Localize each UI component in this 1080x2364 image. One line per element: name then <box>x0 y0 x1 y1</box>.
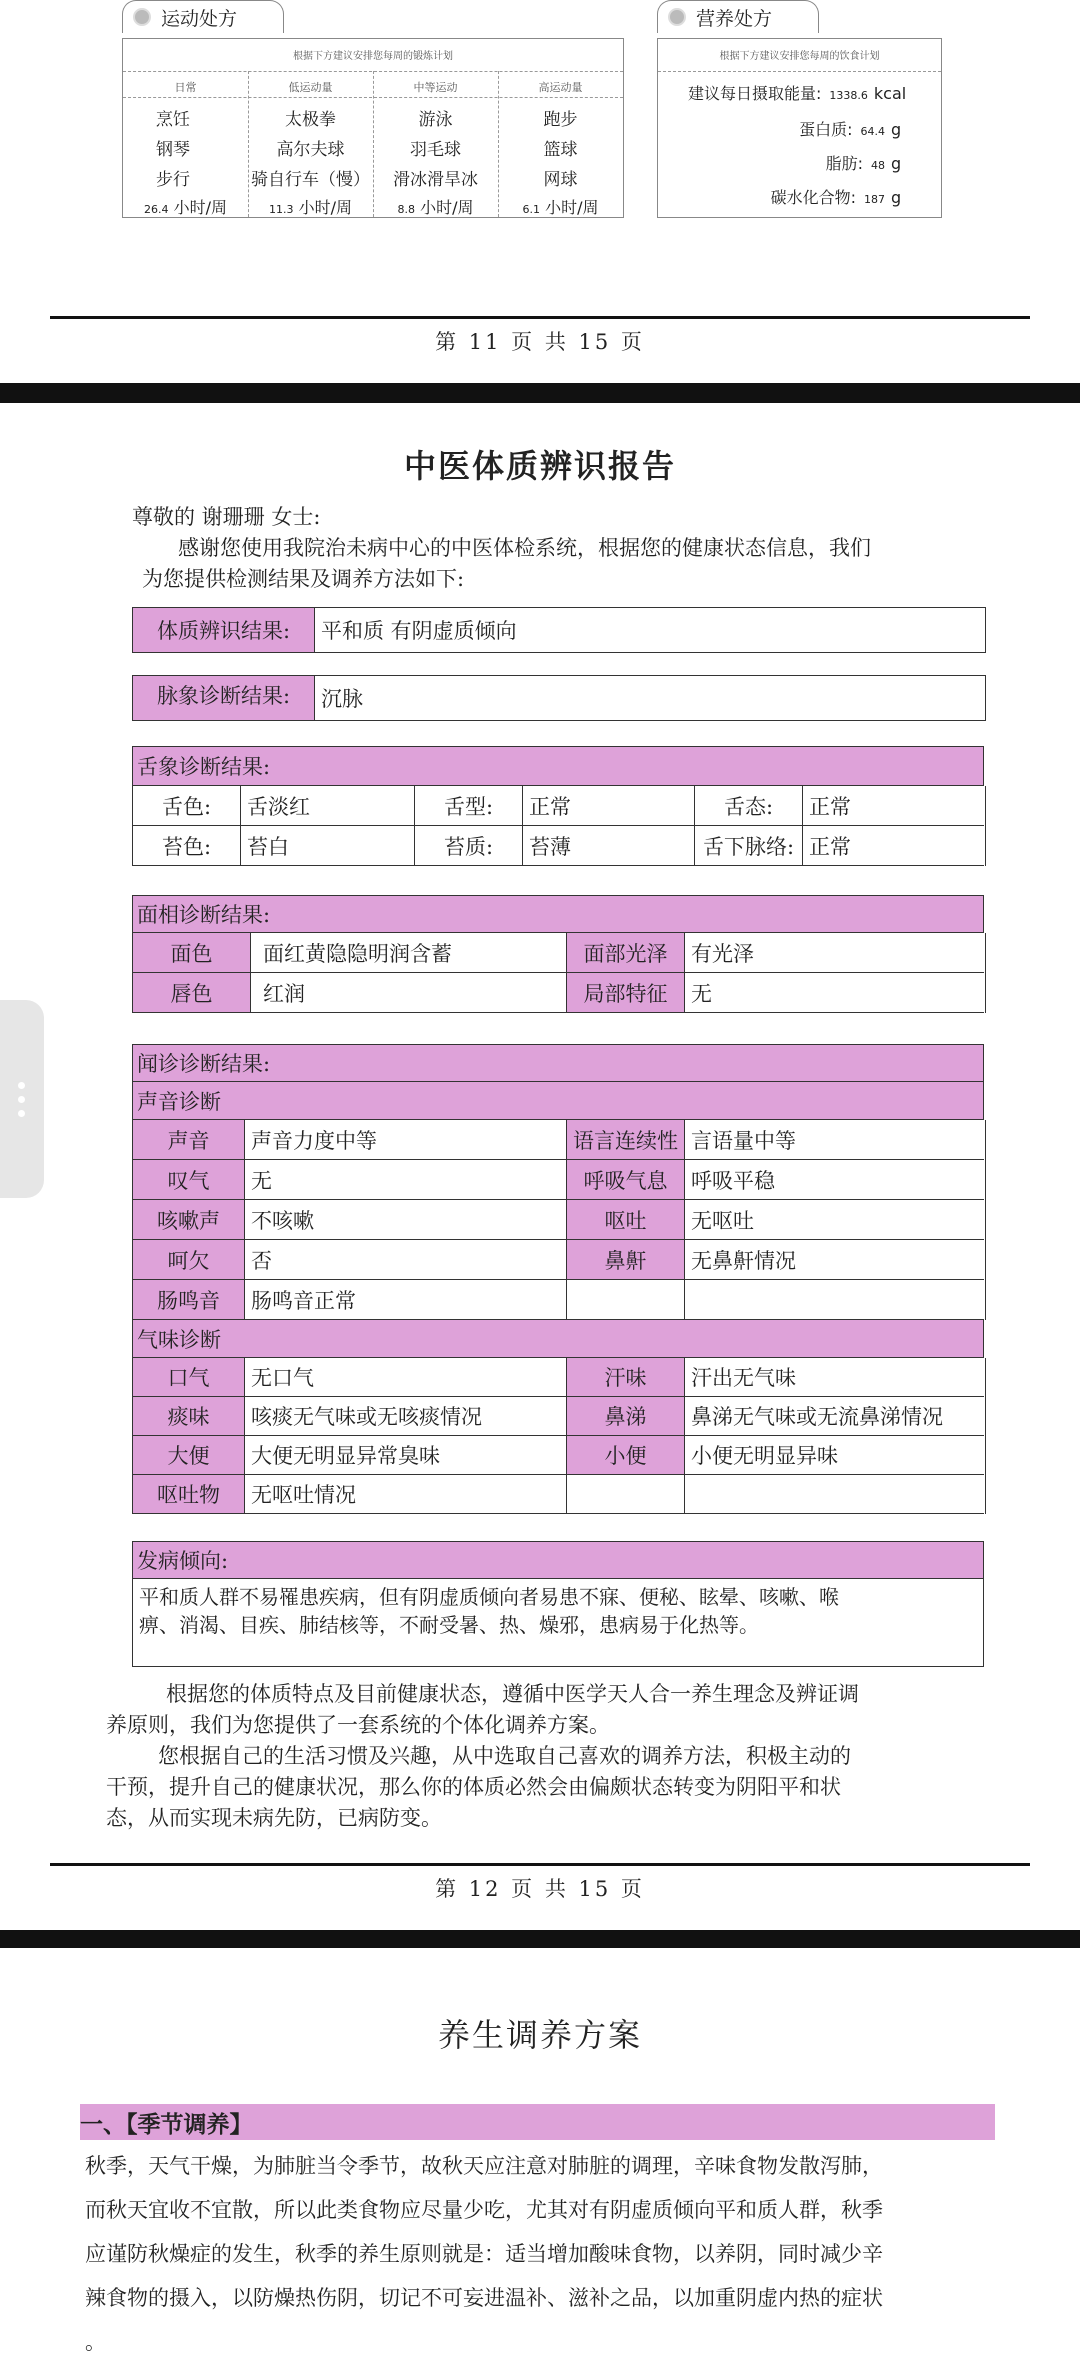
smell-key: 痰味 <box>133 1397 245 1436</box>
voice-value: 言语量中等 <box>685 1120 984 1160</box>
tongue-key: 舌型: <box>415 786 523 826</box>
exercise-header: 中等运动 <box>413 81 458 94</box>
plan-text: 。 <box>85 2330 106 2354</box>
voice-value: 不咳嗽 <box>245 1200 567 1240</box>
smell-empty <box>567 1475 685 1514</box>
plan-text: 辣食物的摄入，以防燥热伤阴，切记不可妄进温补、滋补之品，以加重阴虚内热的症状 <box>85 2286 883 2310</box>
smell-value: 无呕吐情况 <box>245 1475 567 1514</box>
exercise-header: 日常 <box>174 81 197 94</box>
voice-empty <box>685 1280 984 1320</box>
smell-key: 大便 <box>133 1436 245 1475</box>
smell-header: 气味诊断 <box>132 1320 984 1358</box>
page-13 <box>0 1948 1080 2354</box>
face-value: 红润 <box>251 973 567 1013</box>
smell-key: 呕吐物 <box>133 1475 245 1514</box>
smell-value: 咳痰无气味或无咳痰情况 <box>245 1397 567 1436</box>
tongue-value: 正常 <box>803 786 984 826</box>
tendency-text: 痹、消渴、目疾、肺结核等，不耐受暑、热、燥邪，患病易于化热等。 <box>139 1613 759 1637</box>
constitution-label: 体质辨识结果: <box>133 608 315 652</box>
exercise-hours: 6.1 小时/周 <box>522 198 599 217</box>
voice-key: 呕吐 <box>567 1200 685 1240</box>
bullet-icon <box>668 8 686 26</box>
tongue-value: 正常 <box>803 826 984 866</box>
tongue-key: 苔色: <box>133 826 241 866</box>
page-separator <box>0 383 1080 403</box>
exercise-item: 跑步 <box>543 110 578 130</box>
closing-text: 养原则，我们为您提供了一套系统的个体化调养方案。 <box>106 1713 610 1737</box>
side-drawer-handle[interactable] <box>0 1000 44 1198</box>
exercise-hours: 8.8 小时/周 <box>397 198 474 217</box>
voice-value: 无鼻鼾情况 <box>685 1240 984 1280</box>
voice-value: 肠鸣音正常 <box>245 1280 567 1320</box>
face-key: 面色 <box>133 933 251 973</box>
voice-key: 咳嗽声 <box>133 1200 245 1240</box>
smell-table <box>132 1358 986 1514</box>
nutrition-tab <box>657 0 819 33</box>
closing-text: 根据您的体质特点及目前健康状态，遵循中医学天人合一养生理念及辨证调 <box>166 1682 859 1706</box>
smell-value: 无口气 <box>245 1358 567 1397</box>
closing-text: 态，从而实现未病先防，已病防变。 <box>106 1806 442 1830</box>
exercise-hours: 11.3 小时/周 <box>269 198 352 217</box>
face-value: 无 <box>685 973 984 1013</box>
face-key: 局部特征 <box>567 973 685 1013</box>
face-value: 面红黄隐隐明润含蓄 <box>251 933 567 973</box>
exercise-hours: 26.4 小时/周 <box>144 198 227 217</box>
exercise-tab-label: 运动处方 <box>161 7 238 30</box>
tongue-key: 舌色: <box>133 786 241 826</box>
nutrient-row: 蛋白质: 64.4 g <box>799 120 902 139</box>
more-dot-icon <box>18 1110 25 1117</box>
exercise-tab <box>122 0 284 33</box>
exercise-subtitle: 根据下方建议安排您每周的锻炼计划 <box>293 51 453 62</box>
voice-key: 肠鸣音 <box>133 1280 245 1320</box>
exercise-item: 钢琴 <box>156 140 190 160</box>
intro-text: 为您提供检测结果及调养方法如下: <box>142 567 465 591</box>
voice-value: 无 <box>245 1160 567 1200</box>
smell-value: 鼻涕无气味或无流鼻涕情况 <box>685 1397 984 1436</box>
plan-text: 而秋天宜收不宜散，所以此类食物应尽量少吃，尤其对有阴虚质倾向平和质人群，秋季 <box>85 2198 883 2222</box>
page-number: 第 12 页 共 15 页 <box>435 1877 645 1901</box>
exercise-header: 高运动量 <box>538 81 583 94</box>
page-separator <box>0 1930 1080 1948</box>
constitution-result <box>132 607 986 653</box>
smell-value: 大便无明显异常臭味 <box>245 1436 567 1475</box>
tongue-value: 舌淡红 <box>241 786 415 826</box>
exercise-prescription <box>122 38 624 218</box>
exercise-item: 高尔夫球 <box>276 140 345 160</box>
tongue-key: 苔质: <box>415 826 523 866</box>
plan-text: 应谨防秋燥症的发生，秋季的养生原则就是：适当增加酸味食物，以养阴，同时减少辛 <box>85 2242 883 2266</box>
tongue-table <box>132 786 986 866</box>
voice-key: 语言连续性 <box>567 1120 685 1160</box>
intro-text: 感谢您使用我院治未病中心的中医体检系统，根据您的健康状态信息，我们 <box>178 536 871 560</box>
more-dot-icon <box>18 1082 25 1089</box>
exercise-item: 游泳 <box>418 110 453 130</box>
smell-key: 鼻涕 <box>567 1397 685 1436</box>
tendency-text: 平和质人群不易罹患疾病，但有阴虚质倾向者易患不寐、便秘、眩晕、咳嗽、喉 <box>139 1585 839 1609</box>
voice-value: 否 <box>245 1240 567 1280</box>
voice-value: 呼吸平稳 <box>685 1160 984 1200</box>
exercise-item: 骑自行车（慢） <box>251 170 370 190</box>
page-title: 中医体质辨识报告 <box>403 447 676 485</box>
face-value: 有光泽 <box>685 933 984 973</box>
exercise-header: 低运动量 <box>288 81 333 94</box>
closing-text: 您根据自己的生活习惯及兴趣，从中选取自己喜欢的调养方法，积极主动的 <box>158 1744 851 1768</box>
listen-header: 闻诊诊断结果: <box>132 1044 984 1082</box>
nutrition-subtitle: 根据下方建议安排您每周的饮食计划 <box>719 51 880 62</box>
page-number: 第 11 页 共 15 页 <box>435 330 645 354</box>
exercise-item: 烹饪 <box>156 110 190 130</box>
smell-key: 汗味 <box>567 1358 685 1397</box>
tendency-box <box>132 1579 984 1667</box>
exercise-item: 羽毛球 <box>410 140 461 160</box>
smell-value: 汗出无气味 <box>685 1358 984 1397</box>
face-key: 唇色 <box>133 973 251 1013</box>
voice-key: 呵欠 <box>133 1240 245 1280</box>
season-section-header: 一、【季节调养】 <box>80 2104 995 2140</box>
tongue-header: 舌象诊断结果: <box>132 746 984 786</box>
voice-key: 叹气 <box>133 1160 245 1200</box>
exercise-item: 滑冰滑旱冰 <box>393 170 478 190</box>
smell-key: 口气 <box>133 1358 245 1397</box>
voice-key: 声音 <box>133 1120 245 1160</box>
tongue-key: 舌下脉络: <box>695 826 803 866</box>
energy-row: 建议每日摄取能量: 1338.6 kcal <box>688 84 907 103</box>
smell-empty <box>685 1475 984 1514</box>
constitution-value: 平和质 有阴虚质倾向 <box>321 619 517 643</box>
tongue-value: 苔白 <box>241 826 415 866</box>
pulse-result <box>132 675 986 721</box>
more-dot-icon <box>18 1096 25 1103</box>
nutrition-prescription <box>657 38 942 218</box>
face-table <box>132 933 986 1013</box>
page-rule <box>50 316 1030 319</box>
exercise-item: 网球 <box>543 170 578 190</box>
page-12 <box>0 403 1080 1930</box>
smell-key: 小便 <box>567 1436 685 1475</box>
greeting: 尊敬的 谢珊珊 女士: <box>132 505 321 529</box>
exercise-item: 太极拳 <box>285 110 336 130</box>
closing-text: 干预，提升自己的健康状况，那么你的体质必然会由偏颇状态转变为阴阳平和状 <box>106 1775 841 1799</box>
pulse-value: 沉脉 <box>321 687 363 711</box>
plan-text: 秋季，天气干燥，为肺脏当令季节，故秋天应注意对肺脏的调理，辛味食物发散泻肺， <box>85 2154 883 2178</box>
tongue-key: 舌态: <box>695 786 803 826</box>
voice-key: 呼吸气息 <box>567 1160 685 1200</box>
pulse-label: 脉象诊断结果: <box>133 676 315 720</box>
page-11 <box>0 0 1080 383</box>
voice-value: 声音力度中等 <box>245 1120 567 1160</box>
page-rule <box>50 1863 1030 1866</box>
voice-header: 声音诊断 <box>132 1082 984 1120</box>
voice-key: 鼻鼾 <box>567 1240 685 1280</box>
voice-value: 无呕吐 <box>685 1200 984 1240</box>
exercise-item: 步行 <box>156 170 190 190</box>
nutrient-row: 碳水化合物: 187 g <box>770 188 902 207</box>
tongue-value: 正常 <box>523 786 695 826</box>
face-key: 面部光泽 <box>567 933 685 973</box>
nutrition-tab-label: 营养处方 <box>696 7 773 30</box>
nutrient-row: 脂肪: 48 g <box>825 154 902 173</box>
tongue-value: 苔薄 <box>523 826 695 866</box>
voice-empty <box>567 1280 685 1320</box>
face-header: 面相诊断结果: <box>132 895 984 933</box>
exercise-item: 篮球 <box>543 140 578 160</box>
bullet-icon <box>133 8 151 26</box>
tendency-header: 发病倾向: <box>132 1541 984 1579</box>
plan-title: 养生调养方案 <box>437 2016 642 2054</box>
voice-table <box>132 1120 986 1320</box>
smell-value: 小便无明显异味 <box>685 1436 984 1475</box>
